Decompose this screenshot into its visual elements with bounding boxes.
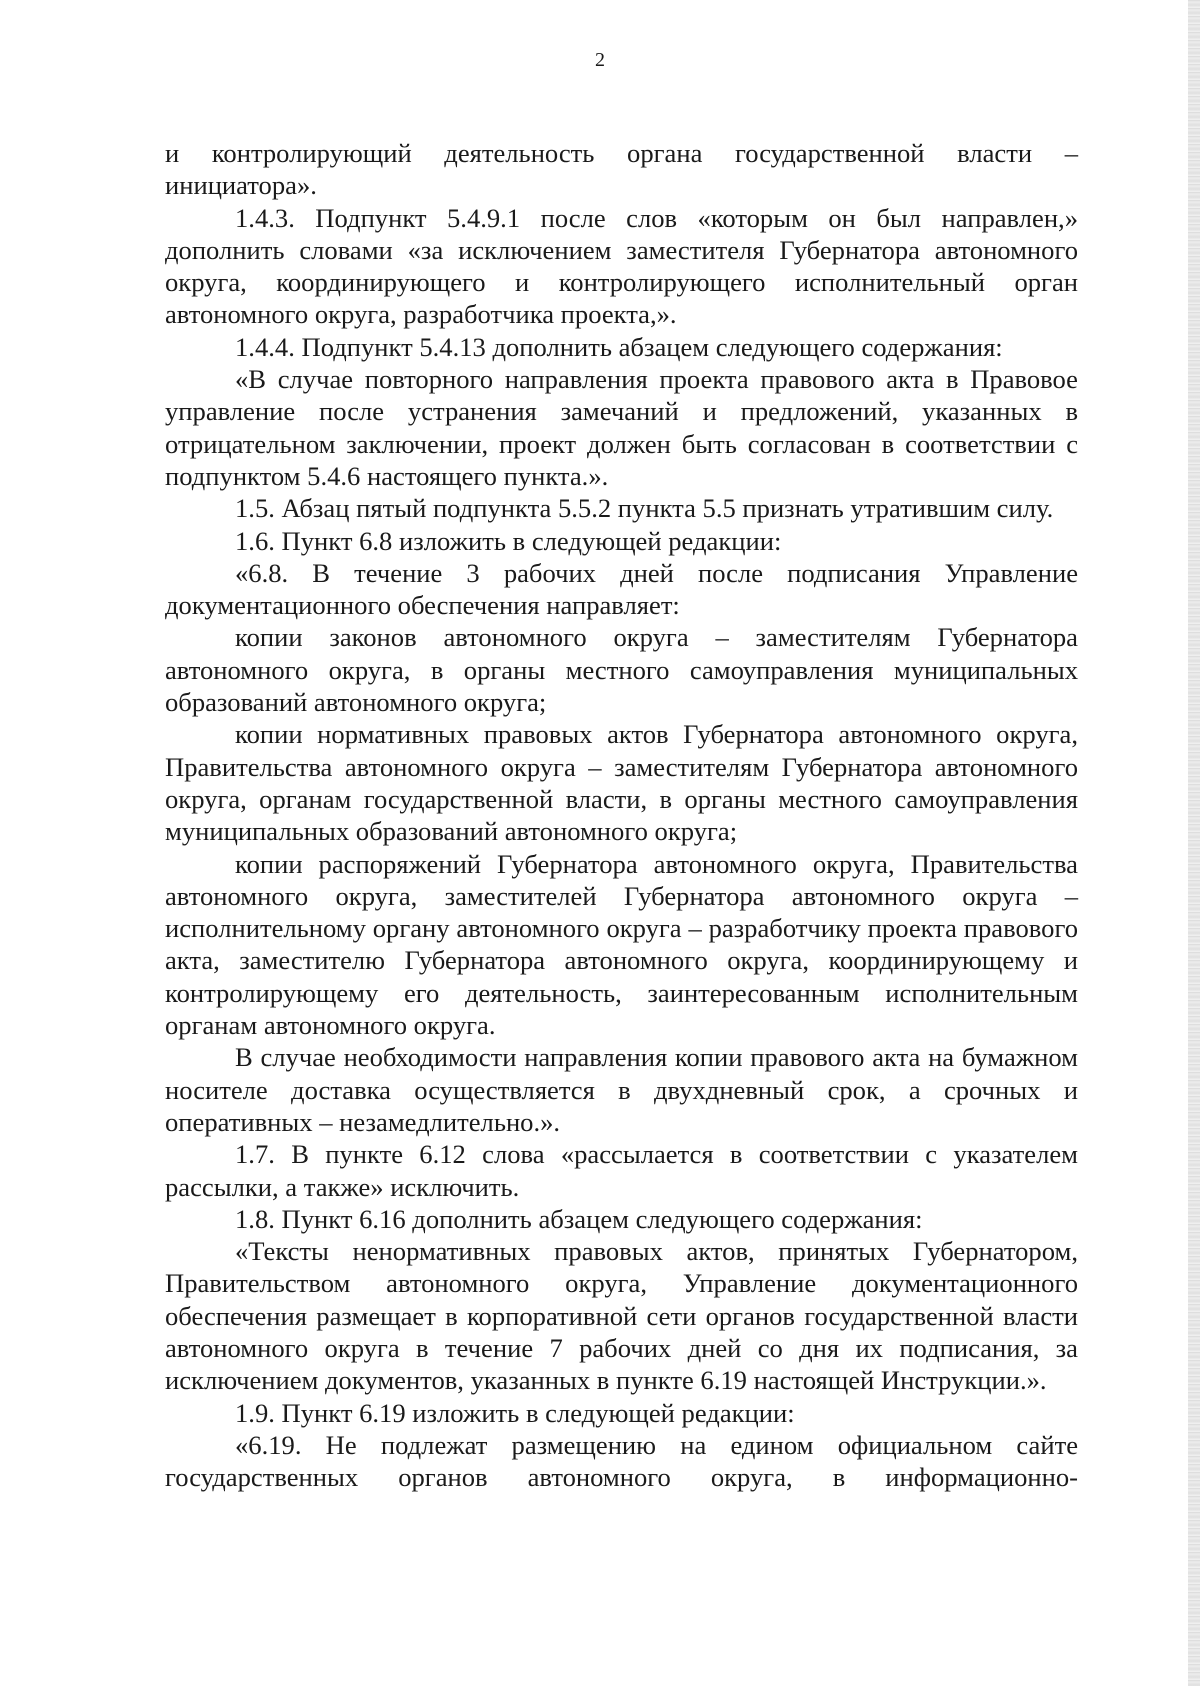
paragraph-1-9: 1.9. Пункт 6.19 изложить в следующей редакции: bbox=[235, 1397, 795, 1428]
paragraph-1-4-4: 1.4.4. Подпункт 5.4.13 дополнить абзацем следующего содержания: bbox=[235, 331, 1003, 362]
paragraph-1-8: 1.8. Пункт 6.16 дополнить абзацем следующего содержания: bbox=[235, 1203, 923, 1234]
paragraph-orders-copies: копии распоряжений Губернатора автономного округа, Правительства автономного округа, заместителей Губернатора автономного округа – исполнительному органу автономного округа – разработчику проекта правового акта, заместителю Губернатора автономного округа, координирующему и контролирующему его деятельность, заинтересованным исполнительным органам автономного округа. bbox=[165, 848, 1078, 1041]
paragraph-6-19: «6.19. Не подлежат размещению на едином официальном сайте государственных органов автономного округа, в информационно- bbox=[165, 1429, 1078, 1493]
paragraph-laws-copies: копии законов автономного округа – заместителям Губернатора автономного округа, в органы местного самоуправления муниципальных образований автономного округа; bbox=[165, 622, 1078, 718]
paragraph-normative-acts-copies: копии нормативных правовых актов Губернатора автономного округа, Правительства автономного округа – заместителям Губернатора автономного округа, органам государственной власти, в органы местного самоуправления муниципальных образований автономного округа; bbox=[165, 719, 1078, 847]
paragraph-quote-non-normative: «Тексты ненормативных правовых актов, принятых Губернатором, Правительством автономного округа, Управление документационного обеспечения размещает в корпоративной сети органов государственной власти автономного округа в течение 7 рабочих дней со дня их подписания, за исключением документов, указанных в пункте 6.19 настоящей Инструкции.». bbox=[165, 1236, 1078, 1396]
page-number: 2 bbox=[595, 49, 605, 71]
paragraph-1-7: 1.7. В пункте 6.12 слова «рассылается в соответствии с указателем рассылки, а также» исключить. bbox=[165, 1139, 1078, 1202]
paragraph-6-8: «6.8. В течение 3 рабочих дней после подписания Управление документационного обеспечения направляет: bbox=[165, 557, 1078, 621]
document-body bbox=[165, 137, 1078, 1493]
paragraph-paper-delivery: В случае необходимости направления копии правового акта на бумажном носителе доставка осуществляется в двухдневный срок, а срочных и оперативных – незамедлительно.». bbox=[165, 1042, 1078, 1137]
paragraph-1-6: 1.6. Пункт 6.8 изложить в следующей редакции: bbox=[235, 525, 782, 556]
scan-edge-artifact bbox=[1188, 0, 1200, 1686]
paragraph-continuation: и контролирующий деятельность органа государственной власти – инициатора». bbox=[165, 138, 1078, 201]
paragraph-quote-repeat-submission: «В случае повторного направления проекта правового акта в Правовое управление после устранения замечаний и предложений, указанных в отрицательном заключении, проект должен быть согласован в соответствии с подпунктом 5.4.6 настоящего пункта.». bbox=[165, 364, 1078, 491]
paragraph-1-4-3: 1.4.3. Подпункт 5.4.9.1 после слов «которым он был направлен,» дополнить словами «за исключением заместителя Губернатора автономного округа, координирующего и контролирующего исполнительный орган автономного округа, разработчика проекта,». bbox=[165, 202, 1078, 330]
paragraph-1-5: 1.5. Абзац пятый подпункта 5.5.2 пункта 5.5 признать утратившим силу. bbox=[235, 493, 1054, 524]
